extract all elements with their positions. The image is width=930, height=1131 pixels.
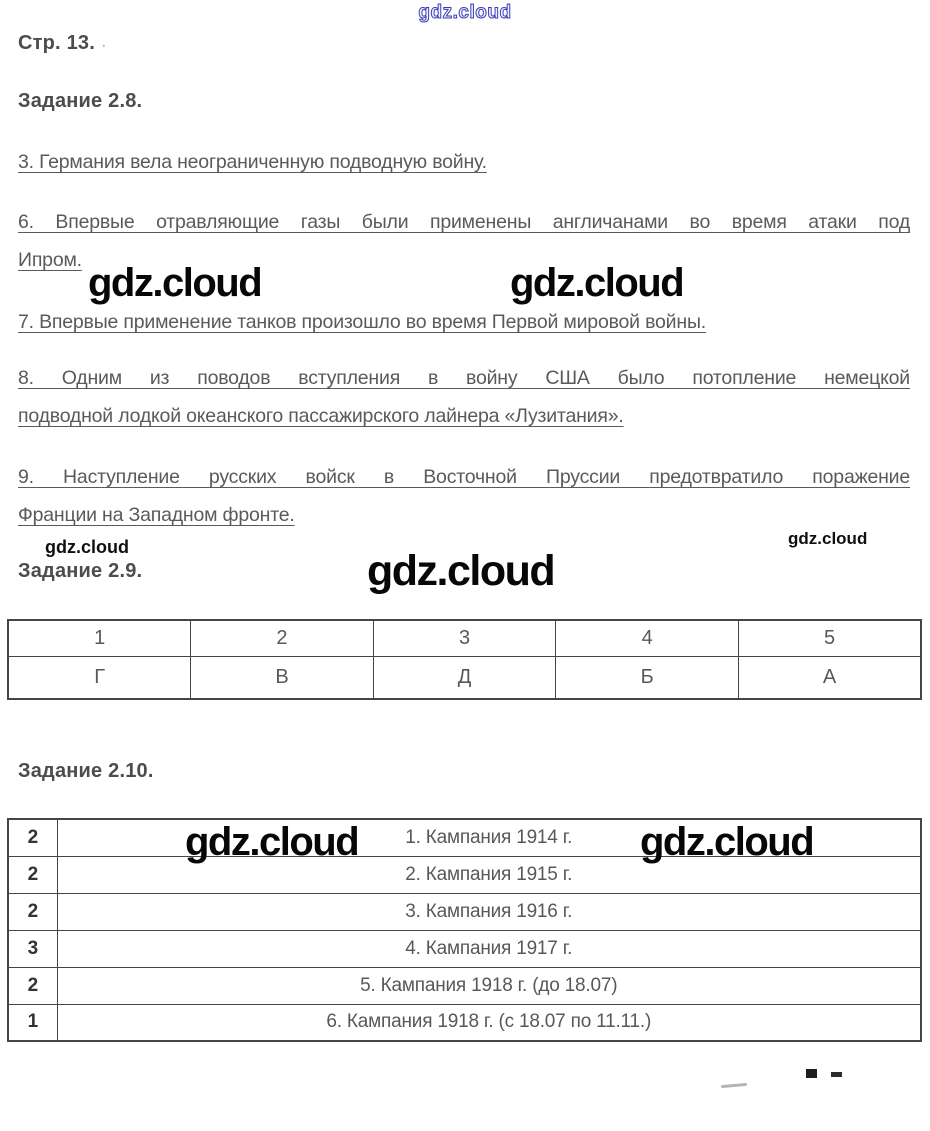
statement-9-line-1: 9. Наступление русских войск в Восточной Пруссии предотвратило поражение (18, 466, 910, 488)
watermark-top-outline: gdz.cloud (418, 2, 512, 23)
t29-header-4: 4 (556, 620, 739, 656)
watermark-small-right: gdz.cloud (788, 529, 868, 548)
watermark-large-1: gdz.cloud (88, 261, 262, 305)
statement-8-line-1: 8. Одним из поводов вступления в войну США было потопление немецкой (18, 367, 910, 389)
stray-dot-mark: . (101, 30, 107, 52)
watermark-large-center: gdz.cloud (367, 547, 555, 595)
t210-row-2-label: 2. Кампания 1915 г. (57, 856, 921, 893)
page-number-heading: Стр. 13. (18, 32, 95, 54)
t29-answer-4: Б (556, 656, 739, 699)
scan-artifact-square-1 (806, 1069, 817, 1078)
table-row (8, 930, 921, 967)
t210-row-5-label: 5. Кампания 1918 г. (до 18.07) (57, 967, 921, 1004)
t29-answer-5: А (738, 656, 921, 699)
t210-row-1-score: 2 (8, 819, 57, 856)
t210-row-6-score: 1 (8, 1004, 57, 1041)
statement-3 (18, 143, 910, 181)
t29-answer-2: В (191, 656, 374, 699)
watermark-small-left: gdz.cloud (45, 537, 129, 557)
t210-row-4-label: 4. Кампания 1917 г. (57, 930, 921, 967)
t29-header-2: 2 (191, 620, 374, 656)
statement-7-line-1: 7. Впервые применение танков произошло во время Первой мировой войны. (18, 311, 706, 333)
t210-row-3-label: 3. Кампания 1916 г. (57, 893, 921, 930)
t29-answer-1: Г (8, 656, 191, 699)
t29-header-1: 1 (8, 620, 191, 656)
task-2-10-heading: Задание 2.10. (18, 760, 154, 782)
task-2-9-answer-table (7, 619, 922, 700)
table-row (8, 893, 921, 930)
statement-8 (18, 359, 910, 435)
statement-7 (18, 303, 910, 341)
table-row (8, 656, 921, 699)
statement-9-line-2: Франции на Западном фронте. (18, 504, 295, 526)
watermark-table-left: gdz.cloud (185, 820, 359, 864)
scan-artifact-dash (721, 1083, 747, 1088)
watermark-large-2: gdz.cloud (510, 261, 684, 305)
statement-8-line-2: подводной лодкой океанского пассажирского лайнера «Лузитания». (18, 405, 624, 427)
t210-row-1-label: 1. Кампания 1914 г. (57, 819, 921, 856)
t29-header-5: 5 (738, 620, 921, 656)
statement-6-line-2: Ипром. (18, 249, 82, 271)
task-2-8-heading: Задание 2.8. (18, 90, 143, 112)
table-row (8, 967, 921, 1004)
scan-artifact-square-2 (831, 1072, 842, 1077)
statement-6-line-1: 6. Впервые отравляющие газы были применены англичанами во время атаки под (18, 211, 910, 233)
t210-row-2-score: 2 (8, 856, 57, 893)
table-row (8, 1004, 921, 1041)
statement-9 (18, 458, 910, 534)
t210-row-5-score: 2 (8, 967, 57, 1004)
watermark-table-right: gdz.cloud (640, 820, 814, 864)
t210-row-4-score: 3 (8, 930, 57, 967)
task-2-9-heading: Задание 2.9. (18, 560, 143, 582)
statement-3-line-1: 3. Германия вела неограниченную подводную войну. (18, 151, 487, 173)
t29-header-3: 3 (373, 620, 556, 656)
table-row (8, 620, 921, 656)
t210-row-6-label: 6. Кампания 1918 г. (с 18.07 по 11.11.) (57, 1004, 921, 1041)
t29-answer-3: Д (373, 656, 556, 699)
t210-row-3-score: 2 (8, 893, 57, 930)
